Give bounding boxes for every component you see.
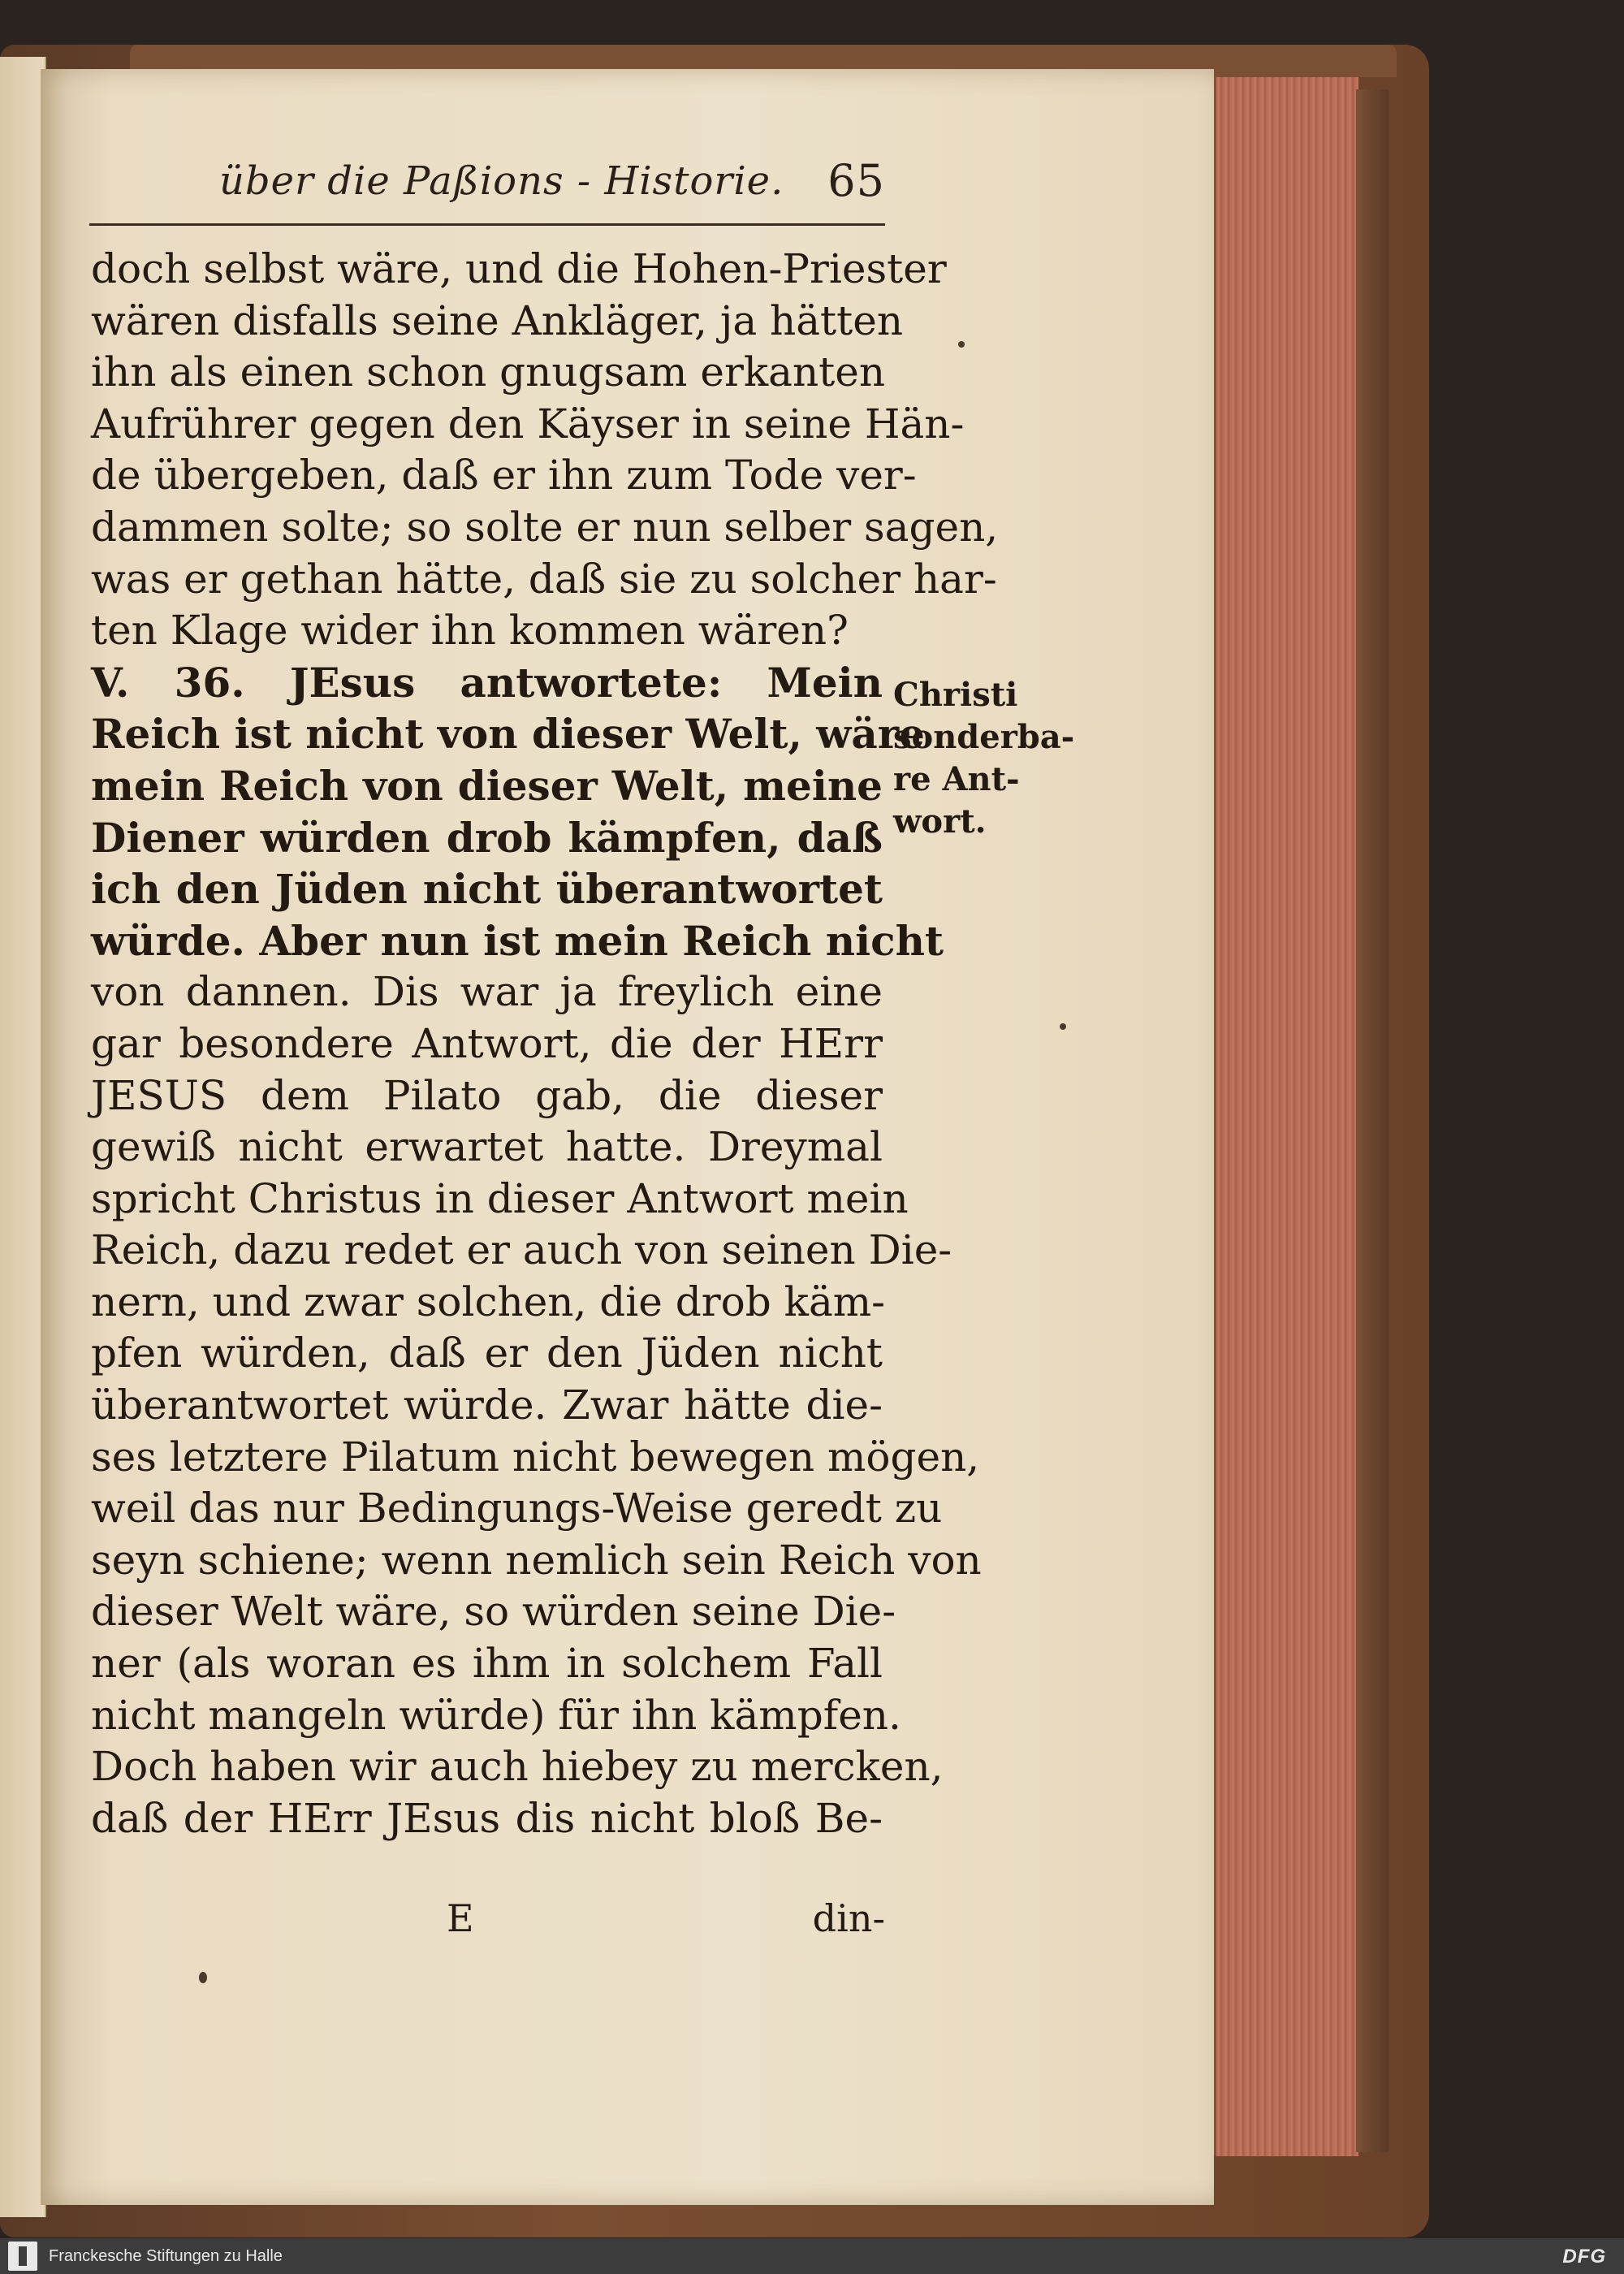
viewer-footer-bar [0, 2238, 1624, 2274]
margin-note-line: Christi [893, 676, 1018, 714]
text-line: nern, und zwar solchen, die drob käm- [91, 1278, 886, 1325]
text-line: Diener würden drob kämpfen, daß [91, 813, 883, 862]
institution-logo-icon [8, 2242, 37, 2271]
page-foot [89, 1896, 885, 1945]
page-edges [1214, 77, 1358, 2156]
text-line: dieser Welt wäre, so würden seine Die- [91, 1588, 896, 1636]
head-rule [89, 223, 885, 226]
text-line: dammen solte; so solte er nun selber sagen, [91, 503, 999, 551]
text-line: gewiß nicht erwartet hatte. Dreymal [91, 1123, 883, 1171]
signature-mark: E [447, 1896, 474, 1940]
text-line: von dannen. Dis war ja freylich eine [91, 968, 883, 1016]
running-head [219, 155, 885, 215]
margin-note [893, 674, 1080, 843]
paper-speck [1060, 1023, 1066, 1030]
spine-shade [1356, 89, 1389, 2152]
text-line: nicht mangeln würde) für ihn kämpfen. [91, 1691, 901, 1739]
margin-note-line: wort. [893, 802, 987, 841]
text-line: JESUS dem Pilato gab, die dieser [91, 1071, 883, 1119]
text-line: gar besondere Antwort, die der HErr [91, 1019, 883, 1067]
text-line: ich den Jüden nicht überantwortet [91, 865, 883, 914]
dfg-logo: DFG [1562, 2246, 1606, 2268]
text-line: ses letztere Pilatum nicht bewegen mögen, [91, 1433, 980, 1481]
institution-name: Franckesche Stiftungen zu Halle [49, 2247, 283, 2265]
text-line: mein Reich von dieser Welt, meine [91, 761, 883, 810]
text-line: ner (als woran es ihm in solchem Fall [91, 1640, 883, 1688]
text-line: ihn als einen schon gnugsam erkanten [91, 348, 886, 396]
text-line: pfen würden, daß er den Jüden nicht [91, 1329, 883, 1377]
text-line: Reich, dazu redet er auch von seinen Die- [91, 1226, 952, 1274]
page-number: 65 [827, 155, 885, 206]
running-head-title: über die Paßions - Historie. [219, 158, 784, 204]
text-line: V. 36. JEsus antwortete: Mein [91, 658, 883, 707]
text-line: de übergeben, daß er ihn zum Tode ver- [91, 452, 917, 499]
text-line: was er gethan hätte, daß sie zu solcher har- [91, 555, 997, 603]
margin-note-line: re Ant- [893, 760, 1020, 798]
left-page-edge [0, 57, 46, 2217]
text-line: weil das nur Bedingungs-Weise geredt zu [91, 1485, 943, 1533]
text-line: daß der HErr JEsus dis nicht bloß Be- [91, 1794, 883, 1842]
catchword: din- [812, 1896, 885, 1940]
text-line: spricht Christus in dieser Antwort mein [91, 1174, 909, 1222]
text-line: seyn schiene; wenn nemlich sein Reich von [91, 1536, 982, 1584]
text-line: wären disfalls seine Ankläger, ja hätten [91, 296, 904, 344]
paper-speck [199, 1972, 207, 1983]
paper-speck [958, 341, 965, 348]
text-line: Doch haben wir auch hiebey zu mercken, [91, 1743, 944, 1791]
margin-note-line: sonderba- [893, 718, 1075, 756]
text-line: doch selbst wäre, und die Hohen-Priester [91, 245, 947, 292]
text-line: würde. Aber nun ist mein Reich nicht [91, 916, 944, 965]
text-line: überantwortet würde. Zwar hätte die- [91, 1381, 883, 1429]
text-line: Reich ist nicht von dieser Welt, wäre [91, 710, 925, 759]
text-line: Aufrührer gegen den Käyser in seine Hän- [91, 400, 965, 447]
text-line: ten Klage wider ihn kommen wären? [91, 607, 849, 655]
